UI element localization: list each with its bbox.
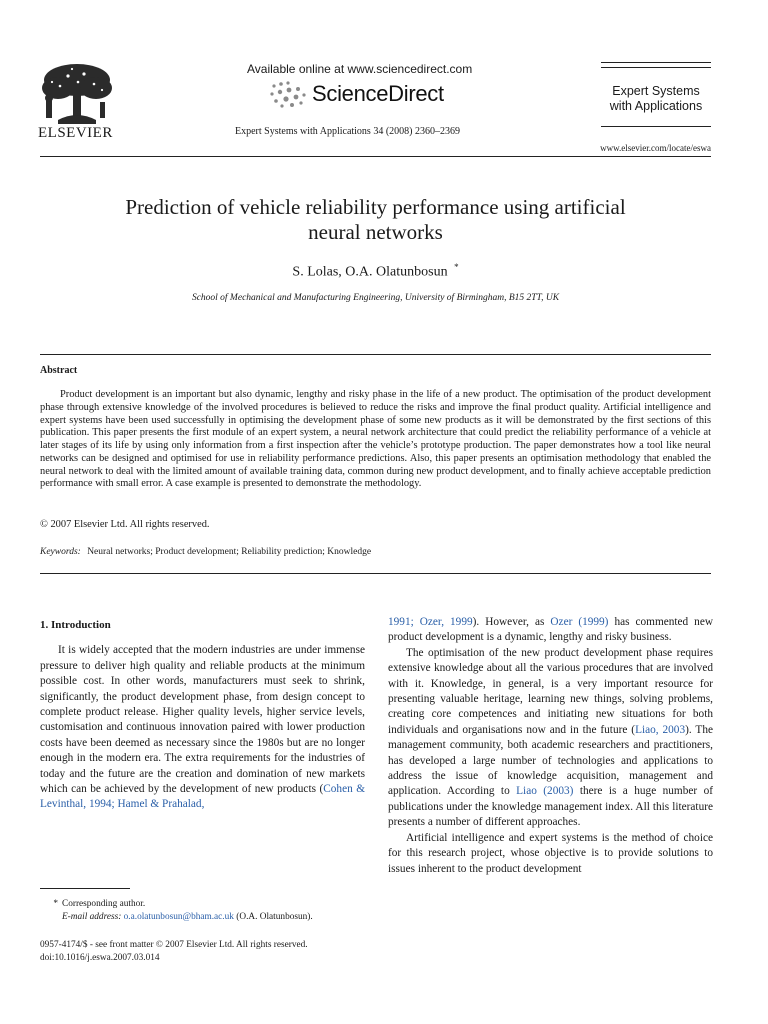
journal-citation: Expert Systems with Applications 34 (2008) 2360–2369: [235, 126, 460, 137]
author-names: S. Lolas, O.A. Olatunbosun: [292, 264, 448, 280]
body-paragraph: [40, 643, 365, 812]
footnote-mark: *: [53, 899, 58, 909]
email-link[interactable]: o.a.olatunbosun@bham.ac.uk: [123, 911, 234, 922]
sciencedirect-logo: [268, 80, 444, 108]
citation-link[interactable]: Ozer (1999): [550, 616, 609, 628]
keywords: [40, 547, 371, 557]
article-title-line: neural networks: [308, 220, 443, 244]
footnote-divider: [40, 888, 130, 889]
email-label: E-mail address:: [62, 911, 122, 922]
abstract-heading: Abstract: [40, 365, 78, 376]
paragraph-text: ). However, as: [472, 616, 551, 628]
citation-link[interactable]: Liao (2003): [516, 785, 574, 798]
footnote-email: [40, 911, 370, 924]
citation-link[interactable]: Liao, 2003: [635, 723, 686, 736]
publisher-wordmark: ELSEVIER: [38, 125, 113, 141]
body-column-left: [40, 618, 365, 813]
available-online-text[interactable]: Available online at www.sciencedirect.com: [247, 62, 473, 76]
author-affiliation: School of Mechanical and Manufacturing Engineering, University of Birmingham, B15 2TT, UK: [191, 293, 560, 303]
divider: [601, 67, 711, 68]
keywords-list: Neural networks; Product development; Reliability prediction; Knowledge: [87, 547, 372, 557]
author-list: [40, 262, 711, 281]
journal-title-line: Expert Systems: [612, 84, 700, 98]
email-owner: (O.A. Olatunbosun).: [236, 911, 313, 922]
abstract-divider-bottom: [40, 573, 711, 574]
paragraph-text: there is a huge number of publications under the knowledge management index. All this literature presents a number of different approaches.: [388, 785, 713, 829]
keywords-label: Keywords:: [40, 547, 81, 557]
doi-line[interactable]: doi:10.1016/j.eswa.2007.03.014: [40, 952, 160, 963]
footnote: [40, 898, 370, 923]
citation-link[interactable]: 1991; Ozer, 1999: [388, 616, 473, 628]
footnote-text: Corresponding author.: [62, 899, 146, 909]
paragraph-text: ). The management community, both academic researchers and practitioners, has developed a large number of technologies and applications to address the issue of knowledge acquisition, management and application. According to: [388, 723, 713, 798]
body-paragraph: [388, 615, 713, 646]
abstract-divider-top: [40, 354, 711, 355]
sciencedirect-wordmark: ScienceDirect: [312, 81, 444, 106]
body-paragraph: Artificial intelligence and expert systems is the method of choice for this research project, whose objective is to provide solutions to issues inherent to the product development: [388, 831, 713, 875]
corresponding-author-mark[interactable]: *: [454, 262, 459, 272]
article-title: [40, 195, 711, 245]
citation-link[interactable]: Cohen & Levinthal, 1994; Hamel & Prahalad,: [40, 783, 365, 811]
abstract-text: Product development is an important but also dynamic, lengthy and risky phase in the life of a new product. The optimisation of the product development phase through extensive knowledge of the involved procedures is believed to reduce the risks and improve the final product quality. Artificial intelligence and expert systems have been used successfully in optimising the development phase of some new products as it will be demonstrated by the first sections of this publication. This paper presents the first module of an expert system, a neural network architecture that could predict the reliability performance of a vehicle at later stages of its life by using only information from a first inspection after the vehicle’s prototype production. The paper demonstrates how a tool like neural networks can be designed and optimised for use in reliability performance predictions. Also, this paper presents an optimisation methodology that enabled the neural network to deal with the limited amount of available training data, common during new product development, and to finally achieve acceptable prediction performance with small error. A case example is presented to demonstrate the methodology.: [40, 389, 711, 490]
divider: [601, 62, 711, 63]
header-divider: [40, 156, 711, 157]
paragraph-text: The optimisation of the new product development phase requires extensive knowledge about all the various procedures that are involved with it. Knowledge, in general, is a very important resource for presenting valuable heritage, learning new things, solving problems, creating core competences and initiating new situations for both individuals and organisations now and in the future (: [388, 646, 713, 736]
journal-title: [601, 84, 711, 114]
body-paragraph: [388, 646, 713, 831]
footnote-corresponding: [40, 898, 370, 911]
body-column-right: [388, 615, 713, 877]
section-heading: 1. Introduction: [40, 619, 111, 631]
issn-doi: [40, 939, 308, 964]
journal-url-link[interactable]: www.elsevier.com/locate/eswa: [600, 143, 711, 153]
journal-title-line: with Applications: [609, 99, 703, 113]
divider: [601, 126, 711, 127]
issn-line: 0957-4174/$ - see front matter © 2007 Elsevier Ltd. All rights reserved.: [40, 940, 308, 950]
paragraph-text: It is widely accepted that the modern industries are under immense pressure to deliver high quality and reliable products at the minimum possible cost. In other words, manufacturers must seek to shrink, significantly, the product development phase, from design concept to complete product release. Higher quality levels, higher service levels, customisation and continuous innovation paired with lower production costs have been deemed as necessary since the 1980s but are no longer enough in the modern era. The extra requirements for the industries of today and the future are the creation and domination of new markets which can be achieved by the development of new products (: [40, 644, 365, 796]
paragraph-text: has commented new product development is a dynamic, lengthy and risky business.: [388, 616, 714, 644]
sciencedirect-dots-icon: [268, 80, 308, 108]
article-title-line: Prediction of vehicle reliability performance using artificial: [125, 195, 626, 219]
abstract-copyright: © 2007 Elsevier Ltd. All rights reserved.: [40, 519, 210, 530]
